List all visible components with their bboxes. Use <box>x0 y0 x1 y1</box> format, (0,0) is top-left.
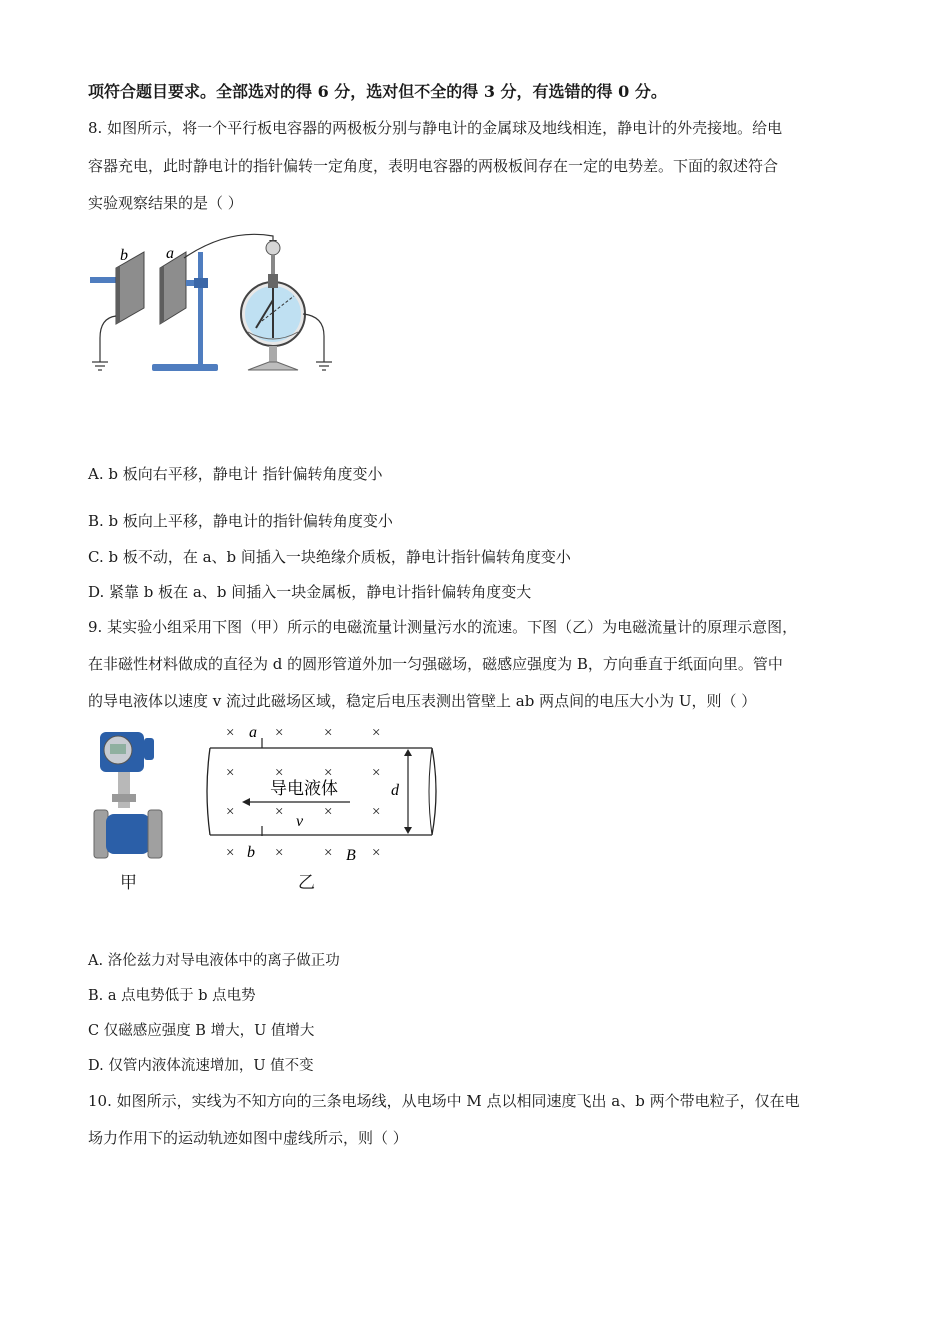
svg-text:×: × <box>226 804 235 820</box>
ground-symbol-right <box>316 356 332 370</box>
svg-text:×: × <box>275 765 284 781</box>
svg-text:×: × <box>372 804 381 820</box>
plate-a-label: a <box>166 245 174 262</box>
flowmeter-schematic <box>200 718 445 868</box>
stand-base <box>152 364 218 371</box>
section-instructions: 项符合题目要求。全部选对的得 6 分，选对但不全的得 3 分，有选错的得 0 分。 <box>88 82 667 101</box>
svg-text:×: × <box>324 804 333 820</box>
plate-b-label: b <box>120 247 128 264</box>
svg-text:×: × <box>226 725 235 741</box>
svg-text:×: × <box>226 765 235 781</box>
question-8-option-c: C. b 板不动，在 a、b 间插入一块绝缘介质板，静电计指针偏转角度变小 <box>88 548 571 566</box>
point-b-label: b <box>247 844 255 861</box>
question-9-stem-line-2: 在非磁性材料做成的直径为 d 的圆形管道外加一匀强磁场，磁感应强度为 B，方向垂直于纸面向里。管中 <box>88 655 783 673</box>
question-9-stem-line-3: 的导电液体以速度 v 流过此磁场区域，稳定后电压表测出管壁上 ab 两点间的电压大小为 U，则（ ） <box>88 692 757 710</box>
figure-caption-jia: 甲 <box>120 873 137 893</box>
question-8-stem-line-3: 实验观察结果的是（ ） <box>88 194 243 212</box>
question-8-stem-line-1: 8. 如图所示，将一个平行板电容器的两极板分别与静电计的金属球及地线相连，静电计的外壳接地。给电 <box>88 119 783 137</box>
electrometer-ball <box>266 241 280 255</box>
figure-caption-yi: 乙 <box>298 873 315 893</box>
question-8-option-d: D. 紧靠 b 板在 a、b 间插入一块金属板，静电计指针偏转角度变大 <box>88 583 532 601</box>
question-10-stem-line-1: 10. 如图所示，实线为不知方向的三条电场线，从电场中 M 点以相同速度飞出 a、b 两个带电粒子，仅在电 <box>88 1092 800 1110</box>
question-8-option-b: B. b 板向上平移，静电计的指针偏转角度变小 <box>88 512 393 530</box>
svg-text:×: × <box>372 845 381 861</box>
svg-text:×: × <box>275 804 284 820</box>
question-8-stem-line-2: 容器充电，此时静电计的指针偏转一定角度，表明电容器的两极板间存在一定的电势差。下面的叙述符合 <box>88 157 779 175</box>
diameter-label: d <box>391 782 399 799</box>
field-b-label: B <box>346 847 356 864</box>
flowmeter-photo <box>88 726 178 866</box>
capacitor-electrometer-figure <box>88 228 348 383</box>
question-9-stem-line-1: 9. 某实验小组采用下图（甲）所示的电磁流量计测量污水的流速。下图（乙）为电磁流量计的原理示意图， <box>88 618 798 636</box>
svg-text:×: × <box>226 845 235 861</box>
ground-symbol-left <box>92 356 108 370</box>
svg-text:×: × <box>324 845 333 861</box>
connecting-wire <box>184 234 273 258</box>
svg-text:×: × <box>372 765 381 781</box>
plate-b-wire <box>100 316 116 356</box>
question-9-option-b: B. a 点电势低于 b 点电势 <box>88 988 256 1004</box>
point-a-label: a <box>249 724 257 741</box>
question-9-option-c: C 仅磁感应强度 B 增大，U 值增大 <box>88 1023 315 1039</box>
svg-text:×: × <box>372 725 381 741</box>
question-8-option-a: A. b 板向右平移，静电计 指针偏转角度变小 <box>88 465 383 483</box>
question-10-stem-line-2: 场力作用下的运动轨迹如图中虚线所示，则（ ） <box>88 1129 408 1147</box>
fluid-label: 导电液体 <box>270 779 338 798</box>
stand-pole <box>198 252 203 364</box>
question-9-option-d: D. 仅管内液体流速增加，U 值不变 <box>88 1058 314 1074</box>
velocity-label: v <box>296 813 304 830</box>
electrometer-stand <box>248 362 298 370</box>
svg-text:×: × <box>275 845 284 861</box>
question-9-option-a: A. 洛伦兹力对导电液体中的离子做正功 <box>88 953 340 969</box>
svg-text:×: × <box>324 725 333 741</box>
svg-text:×: × <box>324 765 333 781</box>
svg-text:×: × <box>275 725 284 741</box>
